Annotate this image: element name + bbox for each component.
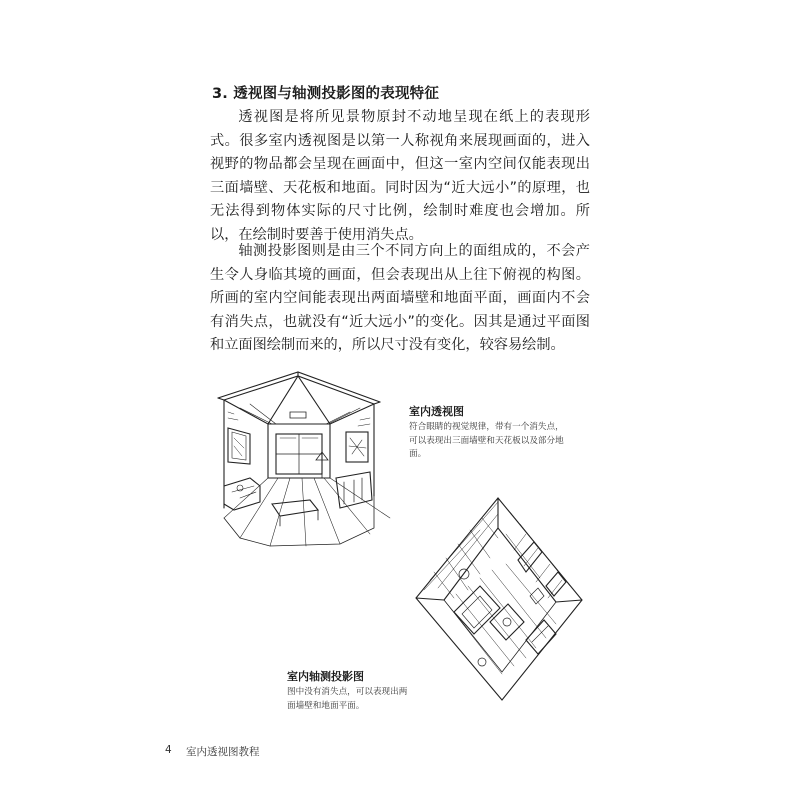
axonometric-figure-title: 室内轴测投影图 bbox=[287, 670, 364, 683]
perspective-figure-title: 室内透视图 bbox=[409, 405, 464, 418]
page-number: 4 bbox=[165, 744, 172, 756]
perspective-interior-sketch bbox=[210, 368, 410, 548]
section-heading: 3. 透视图与轴测投影图的表现特征 bbox=[212, 86, 440, 102]
axonometric-interior-sketch bbox=[410, 494, 590, 704]
axonometric-figure-caption: 图中没有消失点，可以表现出两面墙壁和地面平面。 bbox=[287, 687, 408, 711]
body-paragraph-2: 轴测投影图则是由三个不同方向上的面组成的，不会产生令人身临其境的画面，但会表现出从上往下俯视的构图。所画的室内空间能表现出两面墙壁和地面平面，画面内不会有消失点，也就没有“近大远小”的变化。因其是通过平面图和立面图绘制而来的，所以尺寸没有变化，较容易绘制。 bbox=[210, 243, 590, 353]
perspective-figure-caption: 符合眼睛的视觉规律，带有一个消失点，可以表现出三面墙壁和天花板以及部分地面。 bbox=[409, 422, 564, 459]
running-footer-title: 室内透视图教程 bbox=[186, 746, 260, 758]
body-paragraph-1: 透视图是将所见景物原封不动地呈现在纸上的表现形式。很多室内透视图是以第一人称视角来展现画面的，进入视野的物品都会呈现在画面中，但这一室内空间仅能表现出三面墙壁、天花板和地面。同时因为“近大远小”的原理，也无法得到物体实际的尺寸比例，绘制时难度也会增加。所以，在绘制时要善于使用消失点。 bbox=[210, 109, 590, 243]
